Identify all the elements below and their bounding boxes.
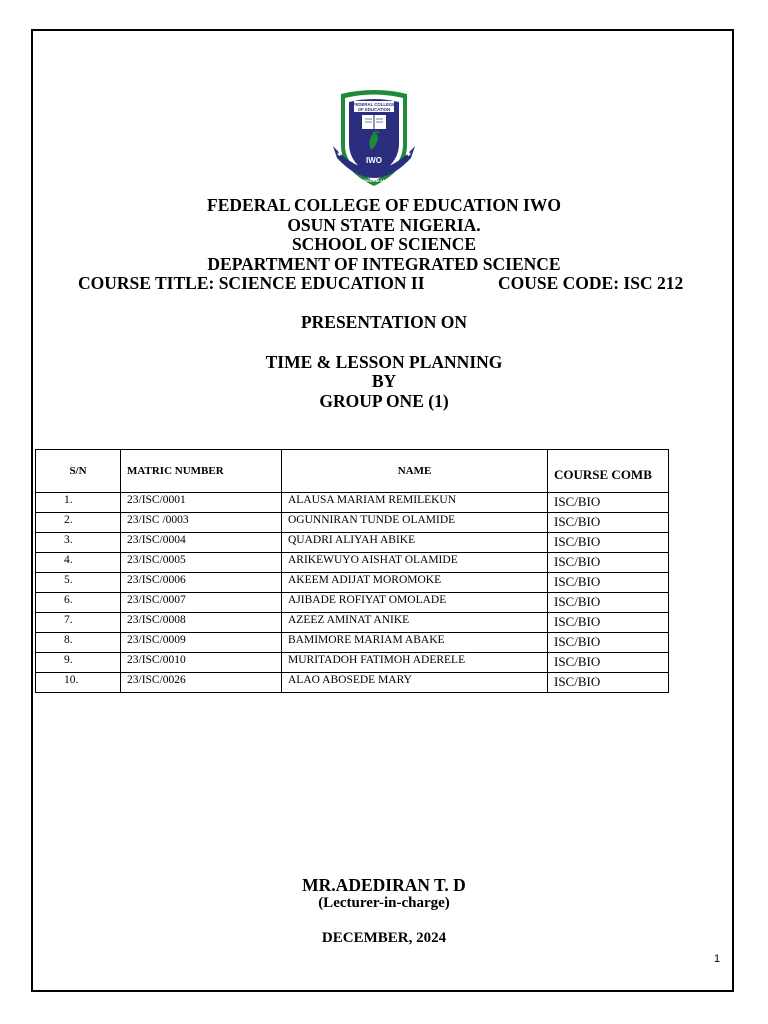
cell-sn: 10. xyxy=(36,673,121,693)
cell-matric-number: 23/ISC /0003 xyxy=(121,513,282,533)
presentation-topic: TIME & LESSON PLANNING xyxy=(265,352,503,372)
cell-matric-number: 23/ISC/0005 xyxy=(121,553,282,573)
presentation-by: BY xyxy=(371,371,397,391)
cell-matric-number: 23/ISC/0001 xyxy=(121,493,282,513)
header-matric-number: MATRIC NUMBER xyxy=(121,450,282,493)
table-header-row xyxy=(36,450,669,493)
cell-matric-number: 23/ISC/0009 xyxy=(121,633,282,653)
cell-course-comb: ISC/BIO xyxy=(548,593,669,613)
cell-name: ALAO ABOSEDE MARY xyxy=(282,673,548,693)
table-row xyxy=(36,673,669,693)
cell-matric-number: 23/ISC/0006 xyxy=(121,573,282,593)
svg-text:✱: ✱ xyxy=(406,152,412,158)
cell-matric-number: 23/ISC/0010 xyxy=(121,653,282,673)
course-code: COUSE CODE: ISC 212 xyxy=(498,273,684,293)
cell-name: AKEEM ADIJAT MOROMOKE xyxy=(282,573,548,593)
table-row xyxy=(36,613,669,633)
cell-name: AJIBADE ROFIYAT OMOLADE xyxy=(282,593,548,613)
cell-name: AZEEZ AMINAT ANIKE xyxy=(282,613,548,633)
cell-sn: 2. xyxy=(36,513,121,533)
header-name: NAME xyxy=(282,450,548,493)
table-row xyxy=(36,593,669,613)
svg-text:OF EDUCATION: OF EDUCATION xyxy=(357,107,391,112)
cell-name: ALAUSA MARIAM REMILEKUN xyxy=(282,493,548,513)
cell-course-comb: ISC/BIO xyxy=(548,533,669,553)
cell-course-comb: ISC/BIO xyxy=(548,613,669,633)
cell-course-comb: ISC/BIO xyxy=(548,633,669,653)
cell-course-comb: ISC/BIO xyxy=(548,573,669,593)
cell-sn: 7. xyxy=(36,613,121,633)
group-members-table xyxy=(35,449,669,693)
svg-text:IWO: IWO xyxy=(366,156,382,165)
page-number: 1 xyxy=(714,953,721,965)
header-course-comb: COURSE COMB xyxy=(548,450,669,493)
institution-name: FEDERAL COLLEGE OF EDUCATION IWO xyxy=(207,195,561,215)
table-row xyxy=(36,653,669,673)
state-line: OSUN STATE NIGERIA. xyxy=(287,215,481,235)
cell-name: BAMIMORE MARIAM ABAKE xyxy=(282,633,548,653)
cell-course-comb: ISC/BIO xyxy=(548,553,669,573)
table-row xyxy=(36,633,669,653)
cell-sn: 9. xyxy=(36,653,121,673)
cell-sn: 4. xyxy=(36,553,121,573)
table-row xyxy=(36,553,669,573)
cell-name: ARIKEWUYO AISHAT OLAMIDE xyxy=(282,553,548,573)
cell-sn: 8. xyxy=(36,633,121,653)
table-row xyxy=(36,493,669,513)
cell-name: MURITADOH FATIMOH ADERELE xyxy=(282,653,548,673)
cell-sn: 3. xyxy=(36,533,121,553)
school-line: SCHOOL OF SCIENCE xyxy=(291,234,477,254)
cell-sn: 5. xyxy=(36,573,121,593)
cell-course-comb: ISC/BIO xyxy=(548,653,669,673)
date-line: DECEMBER, 2024 xyxy=(321,930,447,946)
college-crest-logo xyxy=(331,88,417,190)
cell-matric-number: 23/ISC/0004 xyxy=(121,533,282,553)
cell-course-comb: ISC/BIO xyxy=(548,673,669,693)
cell-course-comb: ISC/BIO xyxy=(548,513,669,533)
cell-matric-number: 23/ISC/0026 xyxy=(121,673,282,693)
svg-text:FEDERAL COLLEGE: FEDERAL COLLEGE xyxy=(352,102,396,107)
svg-text:✱: ✱ xyxy=(337,152,343,158)
cell-course-comb: ISC/BIO xyxy=(548,493,669,513)
cell-matric-number: 23/ISC/0008 xyxy=(121,613,282,633)
header-sn: S/N xyxy=(36,450,121,493)
table-row xyxy=(36,573,669,593)
lecturer-role: (Lecturer-in-charge) xyxy=(318,895,450,911)
presentation-intro: PRESENTATION ON xyxy=(300,312,468,332)
lecturer-name: MR.ADEDIRAN T. D xyxy=(302,875,466,895)
svg-text:INTEGRITY, WISDOM AND DEFENCE: INTEGRITY, WISDOM AND DEFENCE xyxy=(339,178,409,183)
cell-matric-number: 23/ISC/0007 xyxy=(121,593,282,613)
table-row xyxy=(36,533,669,553)
cell-name: QUADRI ALIYAH ABIKE xyxy=(282,533,548,553)
cell-sn: 1. xyxy=(36,493,121,513)
department-line: DEPARTMENT OF INTEGRATED SCIENCE xyxy=(207,254,561,274)
cell-name: OGUNNIRAN TUNDE OLAMIDE xyxy=(282,513,548,533)
presentation-group: GROUP ONE (1) xyxy=(319,391,449,411)
cell-sn: 6. xyxy=(36,593,121,613)
course-title: COURSE TITLE: SCIENCE EDUCATION II xyxy=(78,273,425,293)
table-row xyxy=(36,513,669,533)
